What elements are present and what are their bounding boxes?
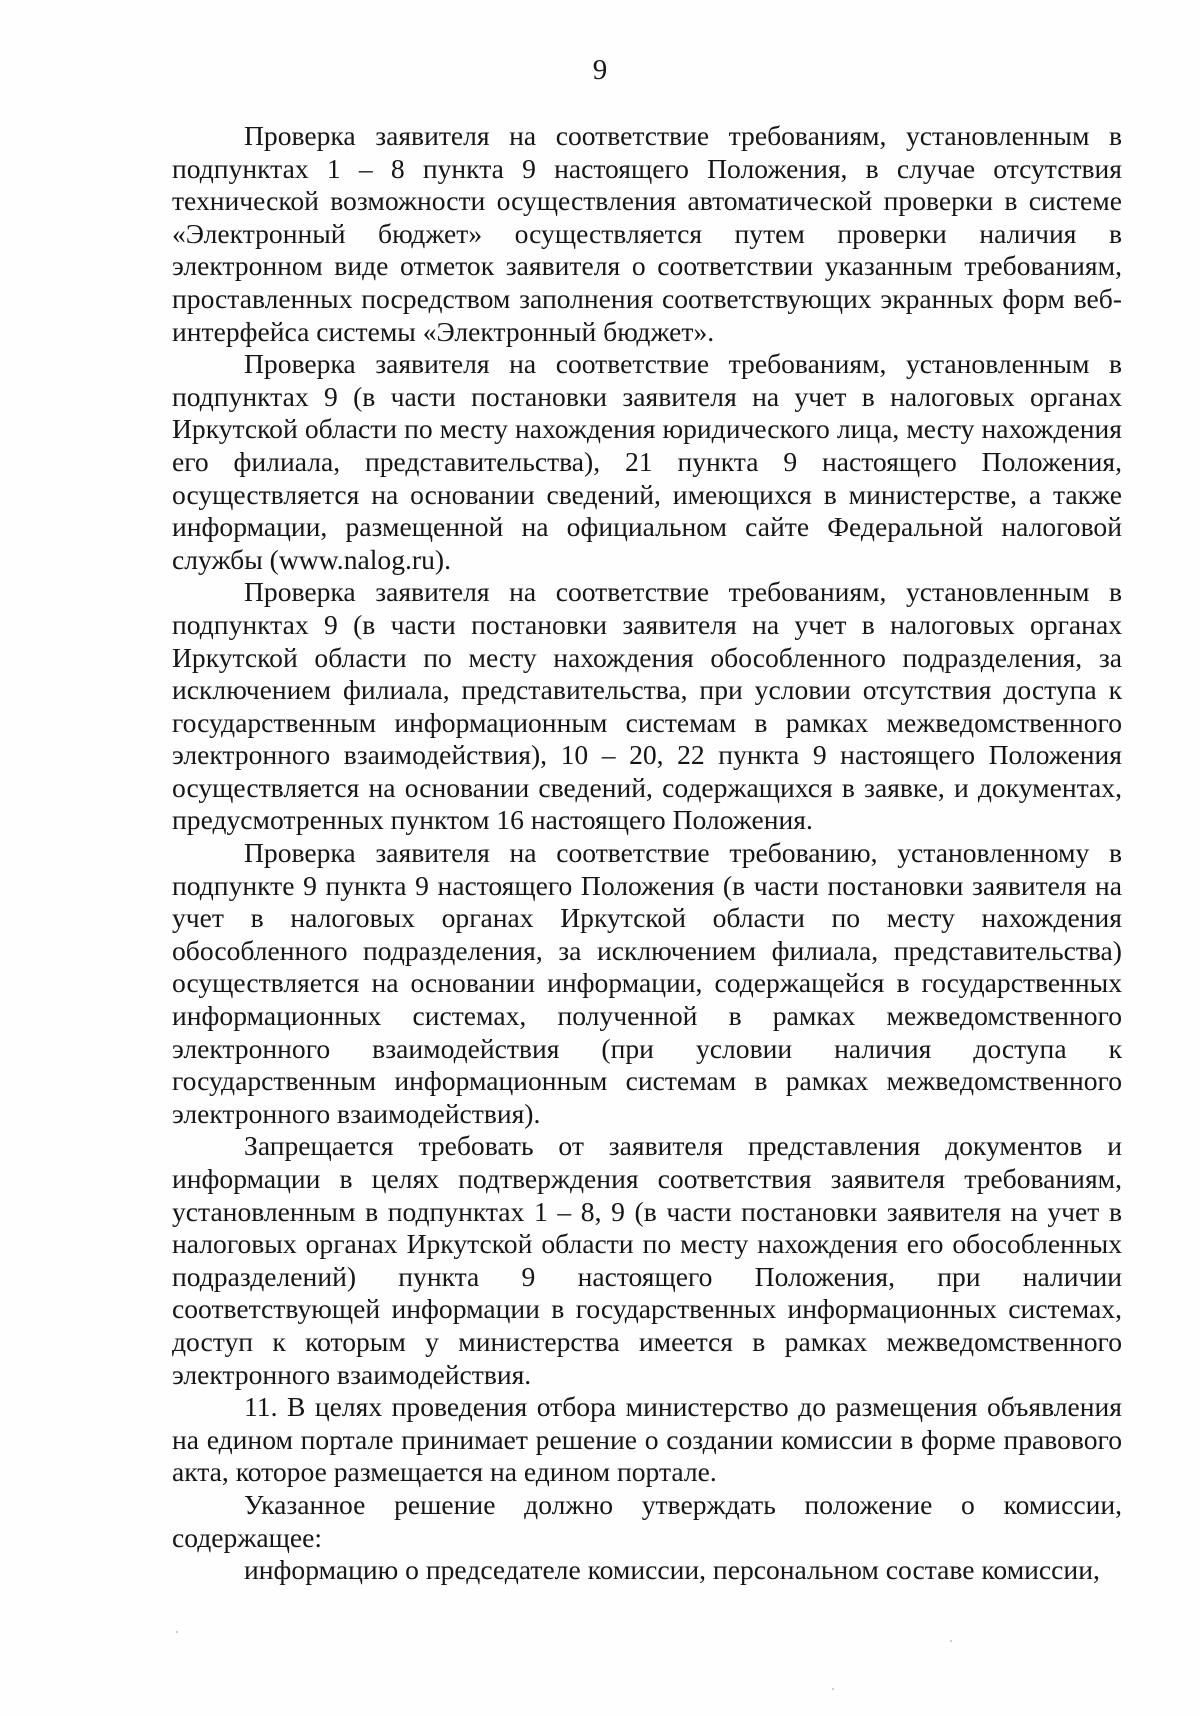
paragraph-check-items-1-8: Проверка заявителя на соответствие требованиям, установленным в подпунктах 1 – 8 пункта 9 настоящего Положения, в случае отсутствия технической возможности осуществления автоматической проверки в системе «Электронный бюджет» осуществляется путем проверки наличия в электронном виде отметок заявителя о соответствии указанным требованиям, проставленных посредством заполнения соответствующих экранных форм веб-интерфейса системы «Электронный бюджет». <box>172 120 1122 347</box>
paragraph-item-11-commission: 11. В целях проведения отбора министерство до размещения объявления на едином портале принимает решение о создании комиссии в форме правового акта, которое размещается на едином портале. <box>172 1391 1122 1488</box>
document-body <box>172 120 1122 1587</box>
paragraph-decision-requirements: Указанное решение должно утверждать положение о комиссии, содержащее: <box>172 1488 1122 1553</box>
scan-speck <box>832 1688 834 1690</box>
paragraph-prohibition: Запрещается требовать от заявителя представления документов и информации в целях подтверждения соответствия заявителя требованиям, установленным в подпунктах 1 – 8, 9 (в части постановки заявителя на учет в налоговых органах Иркутской области по месту нахождения его обособленных подразделений) пункта 9 настоящего Положения, при наличии соответствующей информации в государственных информационных системах, доступ к которым у министерства имеется в рамках межведомственного электронного взаимодействия. <box>172 1130 1122 1390</box>
paragraph-commission-info: информацию о председателе комиссии, персональном составе комиссии, <box>244 1554 1100 1586</box>
paragraph-check-items-9-21: Проверка заявителя на соответствие требованиям, установленным в подпунктах 9 (в части постановки заявителя на учет в налоговых органах Иркутской области по месту нахождения юридического лица, месту нахождения его филиала, представительства), 21 пункта 9 настоящего Положения, осуществляется на основании сведений, имеющихся в министерстве, а также информации, размещенной на официальном сайте Федеральной налоговой службы (www.nalog.ru). <box>172 348 1122 575</box>
scan-speck <box>176 1631 178 1633</box>
scan-speck <box>950 1640 952 1642</box>
paragraph-check-items-10-22: Проверка заявителя на соответствие требованиям, установленным в подпунктах 9 (в части постановки заявителя на учет в налоговых органах Иркутской области по месту нахождения обособленного подразделения, за исключением филиала, представительства, при условии отсутствия доступа к государственным информационным системам в рамках межведомственного электронного взаимодействия), 10 – 20, 22 пункта 9 настоящего Положения осуществляется на основании сведений, содержащихся в заявке, и документах, предусмотренных пунктом 16 настоящего Положения. <box>172 576 1122 836</box>
page-number: 9 <box>592 54 608 86</box>
paragraph-check-item-9-subdivision: Проверка заявителя на соответствие требованию, установленному в подпункте 9 пункта 9 настоящего Положения (в части постановки заявителя на учет в налоговых органах Иркутской области по месту нахождения обособленного подразделения, за исключением филиала, представительства) осуществляется на основании информации, содержащейся в государственных информационных системах, полученной в рамках межведомственного электронного взаимодействия (при условии наличия доступа к государственным информационным системам в рамках межведомственного электронного взаимодействия). <box>172 837 1122 1129</box>
